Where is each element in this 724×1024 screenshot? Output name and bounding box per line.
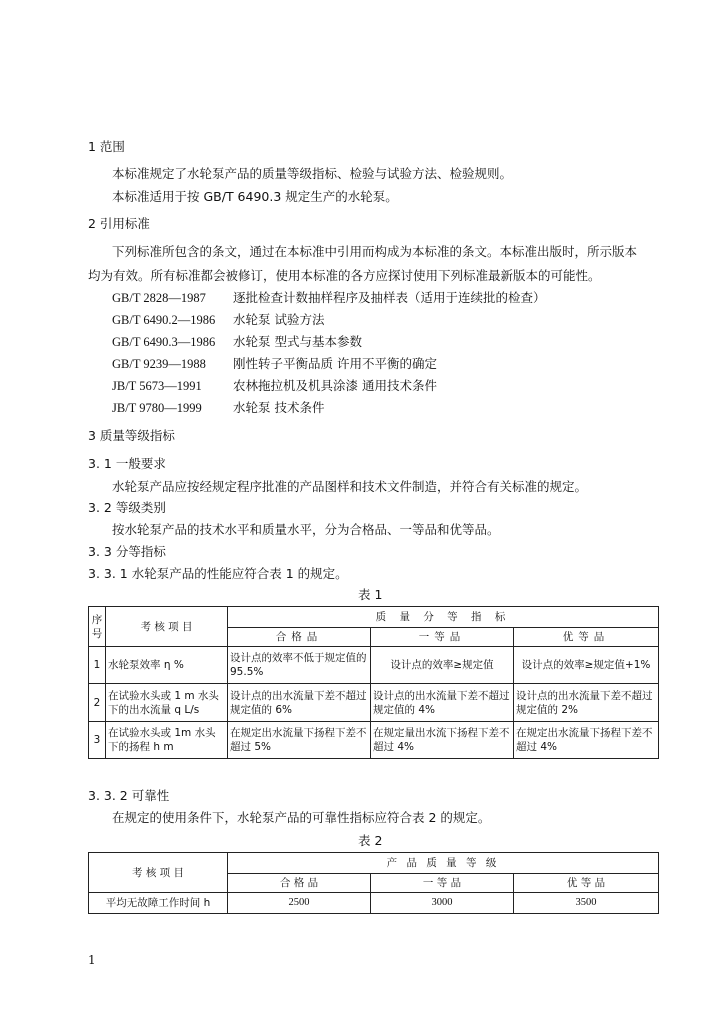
table-1-header-item: 考 核 项 目 bbox=[106, 607, 228, 647]
table-cell-grade-2: 在规定量出水流下扬程下差不超过 4% bbox=[371, 722, 514, 759]
section-2-paragraph-line-1: 下列标准所包含的条文，通过在本标准中引用而构成为本标准的条文。本标准出版时，所示版本 bbox=[112, 244, 638, 259]
section-3-heading: 3 质量等级指标 bbox=[88, 428, 175, 443]
table-cell-seq: 2 bbox=[89, 684, 106, 722]
table-cell-item: 在试验水头或 1 m 水头下的出水流量 q L/s bbox=[106, 684, 228, 722]
section-3-2-paragraph: 按水轮泵产品的技术水平和质量水平，分为合格品、一等品和优等品。 bbox=[112, 522, 500, 537]
table-cell-seq: 3 bbox=[89, 722, 106, 759]
section-1-paragraph-1: 本标准规定了水轮泵产品的质量等级指标、检验与试验方法、检验规则。 bbox=[112, 166, 513, 181]
table-cell-grade-3: 设计点的出水流量下差不超过规定值的 2% bbox=[514, 684, 659, 722]
table-1-header-seq: 序号 bbox=[89, 607, 106, 647]
table-cell-item: 平均无故障工作时间 h bbox=[89, 893, 228, 914]
section-1-heading: 1 范围 bbox=[88, 139, 125, 154]
table-1 bbox=[88, 606, 659, 759]
page-number: 1 bbox=[88, 953, 96, 967]
section-3-3-heading: 3. 3 分等指标 bbox=[88, 544, 166, 559]
table-cell-grade-2: 设计点的效率≥规定值 bbox=[371, 647, 514, 684]
table-2-header-grade-1: 合 格 品 bbox=[228, 874, 371, 893]
table-cell-grade-1: 设计点的出水流量下差不超过规定值的 6% bbox=[228, 684, 371, 722]
table-cell-grade-3: 在规定出水流量下扬程下差不超过 4% bbox=[514, 722, 659, 759]
table-row bbox=[89, 893, 659, 914]
table-cell-grade-2: 3000 bbox=[371, 893, 514, 914]
table-cell-grade-2: 设计点的出水流量下差不超过规定值的 4% bbox=[371, 684, 514, 722]
reference-code: GB/T 9239—1988 bbox=[112, 357, 206, 371]
table-2-header-group: 产 品 质 量 等 级 bbox=[228, 853, 659, 874]
reference-title: 水轮泵 型式与基本参数 bbox=[233, 334, 362, 349]
table-2-header-item: 考 核 项 目 bbox=[89, 853, 228, 893]
section-3-3-2-heading: 3. 3. 2 可靠性 bbox=[88, 788, 170, 803]
table-cell-grade-1: 设计点的效率不低于规定值的 95.5% bbox=[228, 647, 371, 684]
reference-code: GB/T 2828—1987 bbox=[112, 291, 206, 305]
table-2-header-grade-3: 优 等 品 bbox=[514, 874, 659, 893]
section-3-1-paragraph: 水轮泵产品应按经规定程序批准的产品图样和技术文件制造，并符合有关标准的规定。 bbox=[112, 479, 588, 494]
reference-title: 水轮泵 试验方法 bbox=[233, 312, 325, 327]
reference-code: GB/T 6490.2—1986 bbox=[112, 313, 216, 327]
table-row bbox=[89, 684, 659, 722]
section-3-1-heading: 3. 1 一般要求 bbox=[88, 456, 166, 471]
section-1-paragraph-2: 本标准适用于按 GB/T 6490.3 规定生产的水轮泵。 bbox=[112, 189, 398, 204]
table-1-header-grade-2: 一等品 bbox=[371, 628, 514, 647]
table-cell-item: 水轮泵效率 η % bbox=[106, 647, 228, 684]
table-cell-seq: 1 bbox=[89, 647, 106, 684]
table-cell-grade-3: 3500 bbox=[514, 893, 659, 914]
section-3-3-2-paragraph: 在规定的使用条件下，水轮泵产品的可靠性指标应符合表 2 的规定。 bbox=[112, 810, 491, 825]
reference-title: 农林拖拉机及机具涂漆 通用技术条件 bbox=[233, 378, 437, 393]
reference-code: JB/T 5673—1991 bbox=[112, 379, 202, 393]
reference-title: 逐批检查计数抽样程序及抽样表（适用于连续批的检查） bbox=[233, 290, 546, 305]
table-2-header-grade-2: 一 等 品 bbox=[371, 874, 514, 893]
table-1-header-grade-1: 合格品 bbox=[228, 628, 371, 647]
reference-title: 刚性转子平衡品质 许用不平衡的确定 bbox=[233, 356, 437, 371]
section-3-3-1-heading: 3. 3. 1 水轮泵产品的性能应符合表 1 的规定。 bbox=[88, 566, 348, 581]
section-3-2-heading: 3. 2 等级类别 bbox=[88, 500, 166, 515]
table-1-header-grade-3: 优等品 bbox=[514, 628, 659, 647]
table-2 bbox=[88, 852, 659, 914]
section-2-heading: 2 引用标准 bbox=[88, 216, 150, 231]
section-2-paragraph-line-2: 均为有效。所有标准都会被修订，使用本标准的各方应探讨使用下列标准最新版本的可能性。 bbox=[88, 268, 601, 283]
table-cell-grade-1: 2500 bbox=[228, 893, 371, 914]
table-cell-item: 在试验水头或 1m 水头下的扬程 h m bbox=[106, 722, 228, 759]
table-row bbox=[89, 647, 659, 684]
table-2-caption: 表 2 bbox=[358, 833, 383, 848]
reference-code: GB/T 6490.3—1986 bbox=[112, 335, 216, 349]
table-1-header-group: 质 量 分 等 指 标 bbox=[228, 607, 659, 628]
reference-title: 水轮泵 技术条件 bbox=[233, 400, 325, 415]
table-cell-grade-3: 设计点的效率≥规定值+1% bbox=[514, 647, 659, 684]
reference-code: JB/T 9780—1999 bbox=[112, 401, 202, 415]
table-row bbox=[89, 722, 659, 759]
table-cell-grade-1: 在规定出水流量下扬程下差不超过 5% bbox=[228, 722, 371, 759]
table-1-caption: 表 1 bbox=[358, 587, 383, 602]
